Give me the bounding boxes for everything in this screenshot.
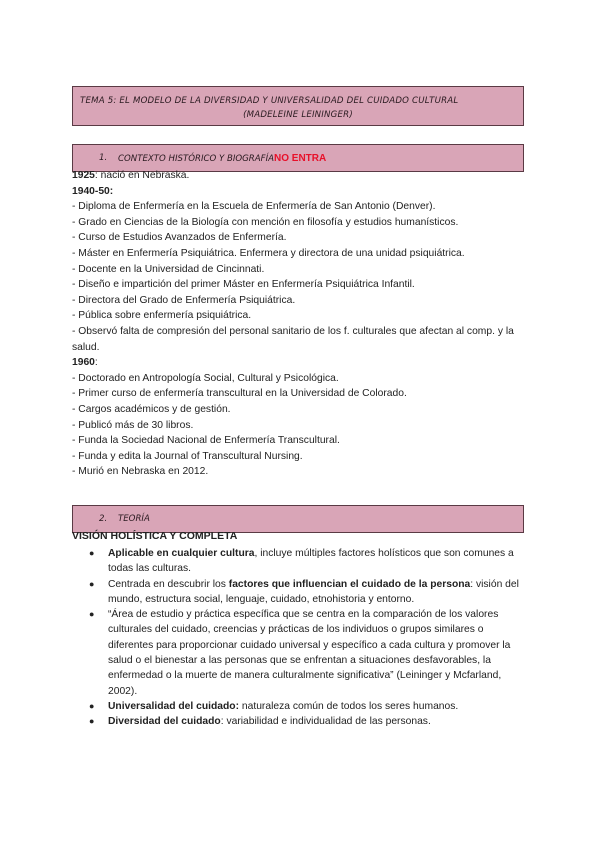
bio-item: - Grado en Ciencias de la Biología con mención en filosofía y estudios humanísticos.: [72, 216, 459, 228]
bullet-icon: ●: [89, 578, 95, 589]
section-2-header: [72, 505, 524, 533]
list-item: [72, 714, 524, 729]
bullet-2-bold: factores que influencian el cuidado de la persona: [228, 578, 471, 590]
title-box: [72, 86, 524, 126]
list-item: [72, 699, 524, 714]
bio-item: - Funda y edita la Journal of Transcultural Nursing.: [72, 450, 303, 462]
section-1-label: CONTEXTO HISTÓRICO Y BIOGRAFÍA: [118, 154, 275, 164]
bullet-icon: ●: [89, 716, 95, 727]
bullet-1-text: , incluye múltiples factores holísticos que son comunes a todas las culturas.: [108, 548, 514, 575]
bio-item: - Directora del Grado de Enfermería Psiquiátrica.: [72, 294, 296, 306]
bio-item: - Diseño e impartición del primer Máster en Enfermería Psiquiátrica Infantil.: [72, 279, 415, 291]
list-item: [72, 607, 524, 699]
bio-1925-line: [72, 168, 532, 184]
bullet-4-text: naturaleza común de todos los seres humanos.: [239, 700, 459, 712]
year-1960: 1960: [72, 357, 95, 369]
section-2-title: TEORÍA: [118, 514, 150, 524]
section-2-number: 2.: [99, 514, 108, 524]
bio-item: - Funda la Sociedad Nacional de Enfermería Transcultural.: [72, 435, 340, 447]
section-1-number: 1.: [99, 153, 108, 163]
bio-item: - Curso de Estudios Avanzados de Enfermería.: [72, 232, 287, 244]
title-line-1: TEMA 5: EL MODELO DE LA DIVERSIDAD Y UNIVERSALIDAD DEL CUIDADO CULTURAL: [80, 96, 459, 106]
bio-item: - Máster en Enfermería Psiquiátrica. Enfermera y directora de una unidad psiquiátrica.: [72, 247, 465, 259]
bio-item: - Murió en Nebraska en 2012.: [72, 466, 209, 478]
bullet-3-quote: “Área de estudio y práctica específica que se centra en la comparación de los valores culturales del cuidado, creencias y prácticas de los individuos o grupos similares o diferentes para proporcionar cuidado universal y específico a cada cultura y promover la salud o el bienestar a las personas que se enfrentan a situaciones desfavorables, la enfermedad o la muerte de manera culturalmente significativa” (Leininger y Mcfarland, 2002).: [108, 609, 511, 697]
no-entra-tag: NO ENTRA: [274, 153, 327, 164]
bio-1960-line: [72, 355, 532, 371]
bullet-5-bold: Diversidad del cuidado: [108, 716, 221, 728]
bio-item: - Doctorado en Antropología Social, Cultural y Psicológica.: [72, 372, 339, 384]
bio-item: - Pública sobre enfermería psiquiátrica.: [72, 310, 252, 322]
section-1-title: [118, 153, 326, 164]
theory-heading: VISIÓN HOLÍSTICA Y COMPLETA: [72, 530, 238, 542]
title-line-2: (MADELEINE LEININGER): [243, 110, 353, 120]
biography-block: [72, 168, 532, 480]
bio-item: - Observó falta de compresión del personal sanitario de los f. culturales que afectan al comp. y la salud.: [72, 325, 514, 353]
bullet-icon: ●: [89, 609, 95, 620]
bullet-2-text: : visión del mundo, estructura social, lenguaje, cuidado, etnohistoria y entorno.: [108, 578, 519, 605]
bullet-1-bold: Aplicable en cualquier cultura: [108, 548, 255, 559]
bio-item: - Primer curso de enfermería transcultural en la Universidad de Colorado.: [72, 388, 407, 400]
bio-item: - Publicó más de 30 libros.: [72, 419, 194, 431]
bio-item: - Docente en la Universidad de Cincinnati.: [72, 263, 265, 275]
bullet-2-pre: Centrada en descubrir los: [108, 578, 229, 590]
bio-item: - Cargos académicos y de gestión.: [72, 403, 231, 415]
period-1940-50: 1940-50:: [72, 185, 114, 197]
list-item: [72, 577, 524, 608]
year-1925: 1925: [72, 170, 95, 181]
text-1925: : nació en Nebraska.: [94, 170, 190, 181]
theory-bullet-list: [72, 546, 524, 730]
list-item: [72, 546, 524, 577]
bullet-4-bold: Universalidad del cuidado:: [108, 700, 240, 712]
year-1960-colon: :: [94, 357, 98, 369]
bio-item: - Diploma de Enfermería en la Escuela de Enfermería de San Antonio (Denver).: [72, 201, 436, 213]
bullet-icon: ●: [89, 700, 95, 711]
bullet-icon: ●: [89, 548, 95, 558]
bullet-5-text: : variabilidad e individualidad de las personas.: [220, 716, 431, 728]
